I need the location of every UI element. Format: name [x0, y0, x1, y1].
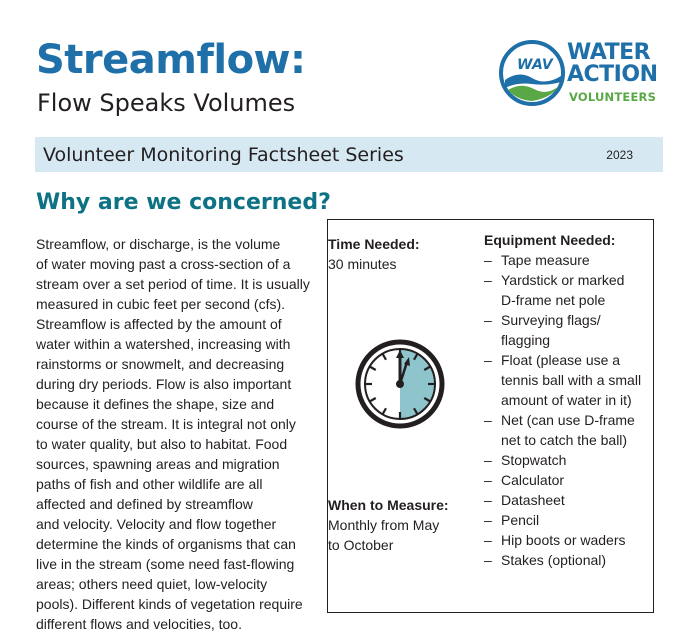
when-line: to October	[328, 537, 394, 553]
dash-bullet: –	[484, 452, 492, 468]
body-line: stream over a set period of time. It is usually	[36, 276, 310, 292]
equipment-item-line: Pencil	[501, 512, 540, 528]
body-line: pools). Different kinds of vegetation require	[36, 596, 303, 612]
body-line: Streamflow, or discharge, is the volume	[36, 236, 281, 252]
dash-bullet: –	[484, 272, 492, 288]
dash-bullet: –	[484, 512, 492, 528]
equipment-item	[484, 550, 652, 570]
dash-bullet: –	[484, 552, 492, 568]
body-paragraph	[36, 234, 318, 634]
equipment-item-line: net to catch the ball)	[501, 432, 628, 448]
body-line: determine the kinds of organisms that can	[36, 536, 296, 552]
dash-bullet: –	[484, 412, 492, 428]
equipment-item	[484, 470, 652, 490]
water-drop-logo-icon	[499, 38, 567, 110]
equipment-item-line: Hip boots or waders	[501, 532, 626, 548]
body-line: areas; others need quiet, low-velocity	[36, 576, 268, 592]
document-subtitle: Flow Speaks Volumes	[37, 89, 296, 117]
equipment-item	[484, 350, 652, 410]
time-needed-label: Time Needed:	[328, 236, 420, 252]
wav-logo	[499, 38, 664, 110]
equipment-item	[484, 250, 652, 270]
section-heading: Why are we concerned?	[36, 190, 331, 215]
body-line: paths of fish and other wildlife are all	[36, 476, 263, 492]
equipment-item-line: Datasheet	[501, 492, 565, 508]
equipment-label: Equipment Needed:	[484, 232, 616, 248]
body-line: sources, spawning areas and migration	[36, 456, 280, 472]
equipment-item-line: Net (can use D-frame	[501, 412, 635, 428]
equipment-item-line: Stopwatch	[501, 452, 567, 468]
body-line: during dry periods. Flow is also important	[36, 376, 292, 392]
equipment-item-line: Tape measure	[501, 252, 590, 268]
time-needed-value: 30 minutes	[328, 256, 397, 272]
logo-word-action: ACTION	[567, 62, 658, 87]
body-line: course of the stream. It is integral not only	[36, 416, 296, 432]
dash-bullet: –	[484, 352, 492, 368]
body-line: water within a watershed, increasing with	[36, 336, 291, 352]
body-line: rainstorms or snowmelt, and decreasing	[36, 356, 285, 372]
equipment-item	[484, 450, 652, 470]
equipment-item	[484, 410, 652, 450]
equipment-item-line: Float (please use a	[501, 352, 621, 368]
body-line: of water moving past a cross-section of a	[36, 256, 291, 272]
when-line: Monthly from May	[328, 517, 440, 533]
series-year: 2023	[606, 148, 633, 162]
series-banner	[35, 137, 663, 172]
equipment-item	[484, 510, 652, 530]
body-line: different flows and velocities, too.	[36, 616, 242, 632]
when-to-measure-block	[328, 495, 471, 555]
equipment-item	[484, 270, 652, 310]
equipment-item-line: Yardstick or marked	[501, 272, 625, 288]
equipment-item-line: flagging	[501, 332, 551, 348]
logo-word-volunteers: VOLUNTEERS	[569, 90, 657, 104]
body-line: and velocity. Velocity and flow together	[36, 516, 277, 532]
dash-bullet: –	[484, 312, 492, 328]
equipment-list	[484, 250, 652, 570]
body-line: because it defines the shape, size and	[36, 396, 275, 412]
dash-bullet: –	[484, 252, 492, 268]
body-line: affected and defined by streamflow	[36, 496, 253, 512]
series-title: Volunteer Monitoring Factsheet Series	[43, 144, 404, 166]
equipment-item-line: amount of water in it)	[501, 392, 632, 408]
dash-bullet: –	[484, 532, 492, 548]
body-line: Streamflow is affected by the amount of	[36, 316, 282, 332]
clock-icon	[354, 338, 446, 430]
dash-bullet: –	[484, 492, 492, 508]
equipment-item-line: Surveying flags/	[501, 312, 601, 328]
time-needed-block	[328, 234, 471, 274]
when-to-measure-label: When to Measure:	[328, 497, 449, 513]
body-line: live in the stream (some need fast-flowing	[36, 556, 295, 572]
equipment-item	[484, 490, 652, 510]
equipment-item	[484, 530, 652, 550]
equipment-item	[484, 310, 652, 350]
body-line: measured in cubic feet per second (cfs).	[36, 296, 286, 312]
equipment-item-line: tennis ball with a small	[501, 372, 642, 388]
equipment-item-line: Stakes (optional)	[501, 552, 607, 568]
body-line: to water quality, but also to habitat. Food	[36, 436, 288, 452]
equipment-item-line: D-frame net pole	[501, 292, 606, 308]
info-box	[327, 219, 654, 613]
dash-bullet: –	[484, 472, 492, 488]
equipment-column	[484, 230, 652, 570]
document-title: Streamflow:	[36, 37, 306, 83]
logo-word-water: WATER	[567, 40, 651, 65]
equipment-item-line: Calculator	[501, 472, 565, 488]
logo-mark-text: WAV	[517, 57, 553, 73]
